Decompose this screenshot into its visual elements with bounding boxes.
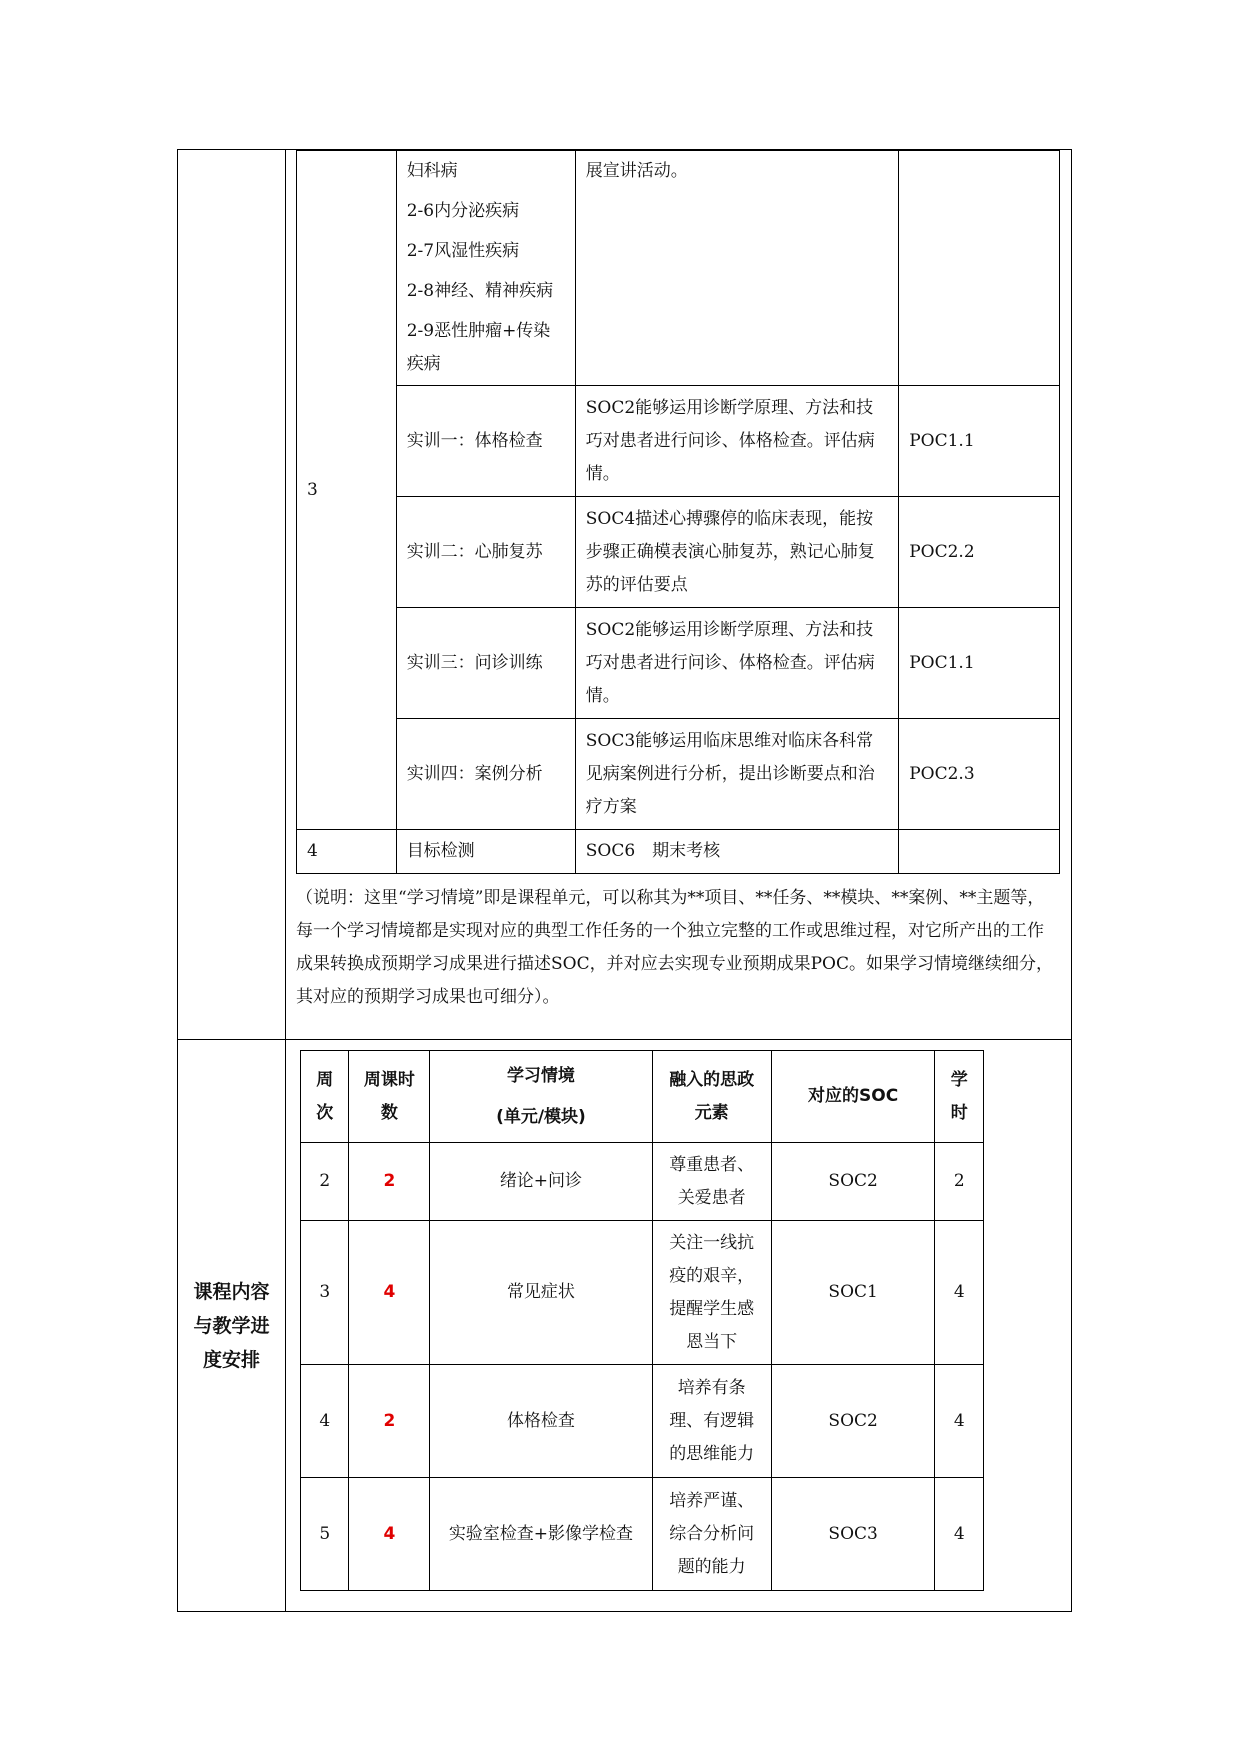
section1-cell [286, 150, 1072, 1040]
header-credit: 学 时 [935, 1051, 984, 1143]
table-row [297, 151, 1060, 386]
soc-cell: SOC2能够运用诊断学原理、方法和技巧对患者进行问诊、体格检查。评估病情。 [575, 608, 899, 719]
ideology-cell: 培养有条 理、有逻辑 的思维能力 [652, 1365, 771, 1478]
section-label-line: 与教学进 [193, 1314, 270, 1337]
soc-cell: SOC3能够运用临床思维对临床各科常见病案例进行分析，提出诊断要点和治疗方案 [575, 719, 899, 830]
unit-cell: 实训一：体格检查 [396, 386, 575, 497]
left-label-empty [178, 150, 286, 1040]
situation-cell: 常见症状 [430, 1221, 652, 1365]
credit-cell: 4 [935, 1478, 984, 1591]
unit-cell: 实训四：案例分析 [396, 719, 575, 830]
soc-cell: SOC3 [771, 1478, 935, 1591]
unit-line: 2-6内分泌疾病 [406, 201, 520, 221]
header-situation: 学习情境 (单元/模块) [430, 1051, 652, 1143]
unit-line: 2-7风湿性疾病 [406, 241, 520, 261]
table-row [297, 719, 1060, 830]
soc-cell: SOC6 期末考核 [575, 830, 899, 874]
ideology-cell: 关注一线抗 疫的艰辛， 提醒学生感 恩当下 [652, 1221, 771, 1365]
section-label-line: 度安排 [202, 1348, 260, 1371]
section-label-line: 课程内容 [193, 1280, 270, 1303]
table-row [297, 497, 1060, 608]
week-cell: 3 [297, 151, 397, 830]
hours-cell: 4 [349, 1221, 430, 1365]
situation-cell: 绪论+问诊 [430, 1143, 652, 1221]
unit-cell [396, 151, 575, 386]
unit-cell: 实训二：心肺复苏 [396, 497, 575, 608]
poc-cell [899, 151, 1060, 386]
header-ideology: 融入的思政 元素 [652, 1051, 771, 1143]
table-row [301, 1478, 984, 1591]
hours-cell: 2 [349, 1365, 430, 1478]
header-soc: 对应的SOC [771, 1051, 935, 1143]
week-cell: 4 [301, 1365, 349, 1478]
credit-cell: 2 [935, 1143, 984, 1221]
soc-cell: SOC4描述心搏骤停的临床表现，能按步骤正确模表演心肺复苏，熟记心肺复苏的评估要点 [575, 497, 899, 608]
unit-line: 妇科病 [406, 161, 458, 181]
credit-cell: 4 [935, 1221, 984, 1365]
ideology-cell: 尊重患者、 关爱患者 [652, 1143, 771, 1221]
poc-cell: POC1.1 [899, 608, 1060, 719]
hours-cell: 2 [349, 1143, 430, 1221]
table-row [301, 1365, 984, 1478]
soc-cell: SOC2能够运用诊断学原理、方法和技巧对患者进行问诊、体格检查。评估病情。 [575, 386, 899, 497]
poc-cell: POC2.2 [899, 497, 1060, 608]
situation-cell: 体格检查 [430, 1365, 652, 1478]
section-label [178, 1040, 286, 1612]
soc-cell: 展宣讲活动。 [575, 151, 899, 386]
explanation-note: （说明：这里“学习情境”即是课程单元，可以称其为**项目、**任务、**模块、**案例、**主题等，每一个学习情境都是实现对应的典型工作任务的一个独立完整的工作或思维过程，对它所产出的工作成果转换成预期学习成果进行描述SOC，并对应去实现专业预期成果POC。如果学习情境继续细分，其对应的预期学习成果也可细分）。 [296, 888, 1053, 1007]
situation-cell: 实验室检查+影像学检查 [430, 1478, 652, 1591]
week-cell: 2 [301, 1143, 349, 1221]
soc-cell: SOC1 [771, 1221, 935, 1365]
soc-cell: SOC2 [771, 1143, 935, 1221]
week-cell: 5 [301, 1478, 349, 1591]
poc-cell: POC1.1 [899, 386, 1060, 497]
schedule-table [300, 1050, 984, 1591]
week-cell: 4 [297, 830, 397, 874]
unit-line: 2-9恶性肿瘤+传染疾病 [406, 321, 551, 374]
soc-cell: SOC2 [771, 1365, 935, 1478]
week-cell: 3 [301, 1221, 349, 1365]
header-row [301, 1051, 984, 1143]
unit-line: 2-8神经、精神疾病 [406, 281, 554, 301]
poc-cell: POC2.3 [899, 719, 1060, 830]
unit-cell: 目标检测 [396, 830, 575, 874]
ideology-cell: 培养严谨、 综合分析问 题的能力 [652, 1478, 771, 1591]
learning-situation-table [296, 150, 1060, 874]
unit-cell: 实训三：问诊训练 [396, 608, 575, 719]
poc-cell [899, 830, 1060, 874]
header-week: 周 次 [301, 1051, 349, 1143]
header-hours: 周课时 数 [349, 1051, 430, 1143]
section2-cell [286, 1040, 1072, 1612]
table-row [297, 830, 1060, 874]
table-row [297, 608, 1060, 719]
credit-cell: 4 [935, 1365, 984, 1478]
hours-cell: 4 [349, 1478, 430, 1591]
table-row [301, 1221, 984, 1365]
table-row [301, 1143, 984, 1221]
outer-table [177, 149, 1072, 1612]
table-row [297, 386, 1060, 497]
